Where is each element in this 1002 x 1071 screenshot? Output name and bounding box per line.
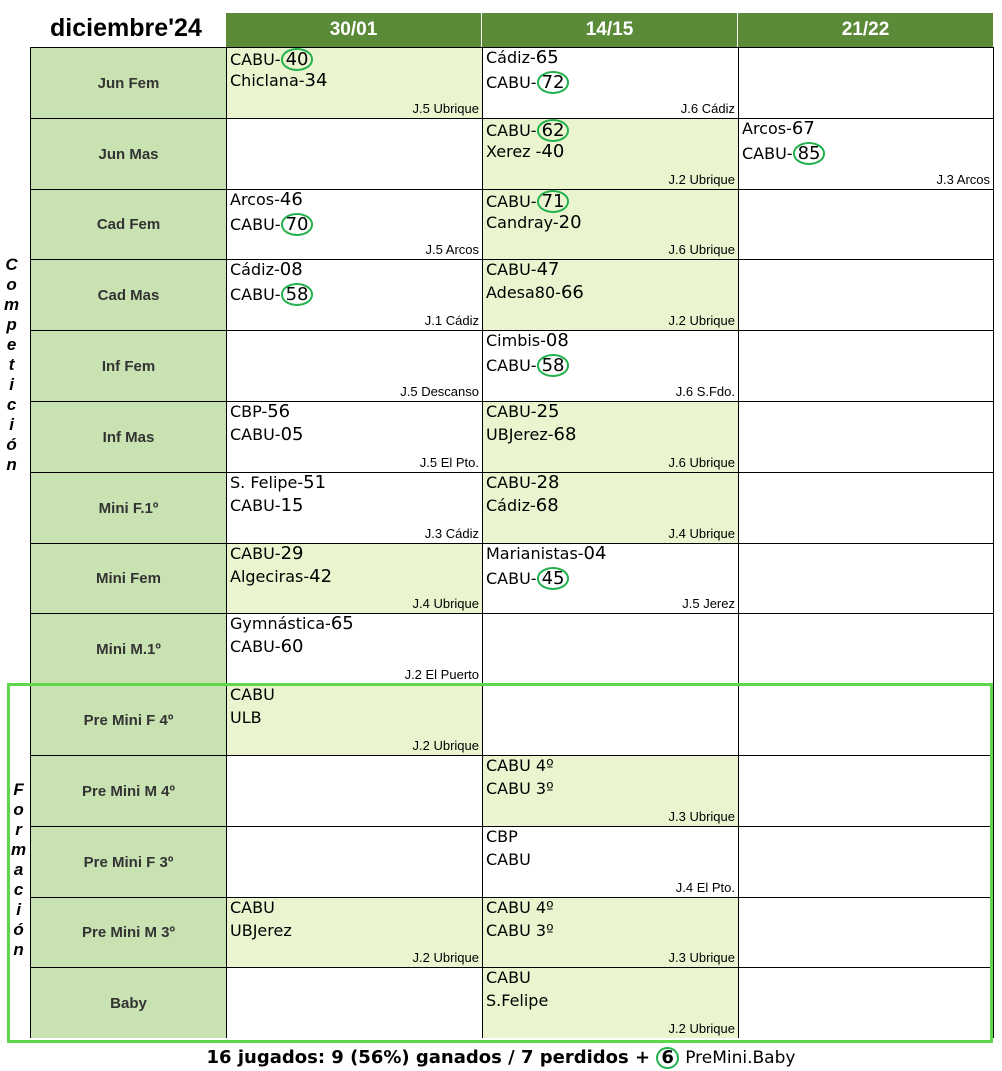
team-score: 42 xyxy=(309,566,333,587)
section-letter: m xyxy=(11,840,27,859)
winning-score: 45 xyxy=(537,567,570,590)
section-letter: c xyxy=(6,395,17,414)
team-name: Cádiz- xyxy=(486,496,536,515)
team-score: 56 xyxy=(267,401,291,422)
winning-score: 62 xyxy=(537,119,570,142)
section-letter: o xyxy=(6,275,17,294)
team-line xyxy=(486,213,582,233)
team-score: 66 xyxy=(560,282,584,303)
team-name: CABU- xyxy=(230,637,281,656)
team-name: CABU- xyxy=(486,569,537,588)
team-line xyxy=(486,921,554,941)
team-name: Chiclana- xyxy=(230,71,305,90)
matchday-venue: J.2 Ubrique xyxy=(668,172,735,187)
matchday-venue: J.2 El Puerto xyxy=(404,667,479,682)
month-title: diciembre'24 xyxy=(50,14,202,42)
team-name: Arcos- xyxy=(230,190,280,209)
match-cell xyxy=(482,189,738,259)
matchday-venue: J.6 Cádiz xyxy=(680,101,735,116)
team-score: 60 xyxy=(280,636,304,657)
category-label: Cad Mas xyxy=(30,259,226,330)
match-cell xyxy=(482,259,738,330)
results-summary xyxy=(0,1047,1002,1069)
section-letter: C xyxy=(5,255,18,274)
category-label: Pre Mini M 3º xyxy=(30,897,226,967)
match-cell xyxy=(226,47,482,118)
team-line xyxy=(486,898,554,918)
section-letter: m xyxy=(4,295,20,314)
team-name: CABU xyxy=(486,968,531,987)
section-letter: e xyxy=(6,335,17,354)
match-cell xyxy=(482,826,738,897)
match-cell xyxy=(738,189,994,259)
team-line xyxy=(486,425,576,445)
match-cell xyxy=(738,967,994,1038)
team-line xyxy=(486,48,559,68)
winning-score: 72 xyxy=(537,71,570,94)
category-label: Mini F.1º xyxy=(30,472,226,543)
team-name: CABU- xyxy=(486,121,537,140)
match-cell xyxy=(738,259,994,330)
team-line xyxy=(230,48,313,71)
team-name: CABU 4º xyxy=(486,756,554,775)
winning-score: 40 xyxy=(281,48,314,71)
team-name: UBJerez xyxy=(230,921,292,940)
team-name: CABU- xyxy=(486,356,537,375)
section-letter: p xyxy=(6,315,17,334)
match-cell xyxy=(738,826,994,897)
matchday-venue: J.5 El Pto. xyxy=(419,455,479,470)
team-score: 08 xyxy=(279,259,303,280)
section-letter: i xyxy=(9,415,14,434)
team-score: 25 xyxy=(536,401,560,422)
match-cell xyxy=(482,401,738,472)
match-cell xyxy=(482,755,738,826)
team-name: S. Felipe- xyxy=(230,473,304,492)
team-line xyxy=(230,544,303,564)
team-line xyxy=(230,402,290,422)
match-cell xyxy=(482,118,738,189)
match-cell xyxy=(482,47,738,118)
team-name: CABU 3º xyxy=(486,921,554,940)
team-line xyxy=(486,260,559,280)
team-name: UBJerez- xyxy=(486,425,554,444)
match-cell xyxy=(738,897,994,967)
match-cell xyxy=(738,613,994,684)
matchday-venue: J.5 Ubrique xyxy=(412,101,479,116)
category-label: Pre Mini F 4º xyxy=(30,684,226,755)
matchday-venue: J.4 El Pto. xyxy=(675,880,735,895)
section-letter: ó xyxy=(6,435,17,454)
winning-score: 85 xyxy=(793,142,826,165)
category-label: Pre Mini F 3º xyxy=(30,826,226,897)
matchday-venue: J.3 Ubrique xyxy=(668,809,735,824)
section-letter: r xyxy=(15,820,22,839)
team-line xyxy=(230,637,303,657)
match-cell xyxy=(226,259,482,330)
matchday-venue: J.3 Arcos xyxy=(936,172,990,187)
matchday-venue: J.3 Ubrique xyxy=(668,950,735,965)
matchday-venue: J.6 S.Fdo. xyxy=(675,384,735,399)
section-letter: n xyxy=(6,455,17,474)
team-name: Cádiz- xyxy=(486,48,536,67)
match-cell xyxy=(738,472,994,543)
team-name: Gymnástica- xyxy=(230,614,331,633)
team-name: CABU- xyxy=(486,260,537,279)
team-name: CABU- xyxy=(486,473,537,492)
team-score: 46 xyxy=(279,189,303,210)
match-cell xyxy=(482,543,738,613)
team-name: CABU xyxy=(230,898,275,917)
team-score: 51 xyxy=(303,472,327,493)
category-label: Pre Mini M 4º xyxy=(30,755,226,826)
team-name: CABU 4º xyxy=(486,898,554,917)
summary-text: 16 jugados: 9 (56%) ganados / 7 perdidos + xyxy=(206,1047,651,1068)
team-line xyxy=(486,567,569,590)
match-cell xyxy=(482,613,738,684)
match-cell xyxy=(482,684,738,755)
team-line xyxy=(486,779,554,799)
team-line xyxy=(486,354,569,377)
category-label: Inf Fem xyxy=(30,330,226,401)
category-label: Jun Fem xyxy=(30,47,226,118)
matchday-venue: J.2 Ubrique xyxy=(668,313,735,328)
match-cell xyxy=(738,684,994,755)
winning-score: 71 xyxy=(537,190,570,213)
team-line xyxy=(230,260,303,280)
winning-score: 70 xyxy=(281,213,314,236)
team-name: CABU 3º xyxy=(486,779,554,798)
team-score: 68 xyxy=(535,495,559,516)
section-letter: F xyxy=(13,780,24,799)
team-line xyxy=(230,708,262,728)
team-line xyxy=(742,119,815,139)
match-cell xyxy=(482,967,738,1038)
team-line xyxy=(486,827,518,847)
team-line xyxy=(230,898,275,918)
team-name: CABU- xyxy=(230,544,281,563)
team-line xyxy=(230,283,313,306)
team-name: Marianistas- xyxy=(486,544,584,563)
team-line xyxy=(230,567,332,587)
category-label: Mini Fem xyxy=(30,543,226,613)
team-score: 28 xyxy=(536,472,560,493)
team-score: 47 xyxy=(536,259,560,280)
section-letter: t xyxy=(8,355,15,374)
match-cell xyxy=(226,684,482,755)
category-label: Inf Mas xyxy=(30,401,226,472)
team-line xyxy=(486,496,559,516)
team-name: Cimbis- xyxy=(486,331,546,350)
team-line xyxy=(230,71,327,91)
category-label: Cad Fem xyxy=(30,189,226,259)
team-line xyxy=(230,425,303,445)
team-line xyxy=(230,496,303,516)
team-line xyxy=(486,119,569,142)
match-cell xyxy=(226,118,482,189)
team-line xyxy=(230,921,292,941)
match-cell xyxy=(226,472,482,543)
team-name: CABU- xyxy=(486,73,537,92)
matchday-venue: J.1 Cádiz xyxy=(424,313,479,328)
premini-count: 6 xyxy=(656,1047,679,1069)
team-line xyxy=(486,142,564,162)
match-cell xyxy=(482,330,738,401)
section-letter: c xyxy=(13,880,24,899)
category-label: Mini M.1º xyxy=(30,613,226,684)
team-line xyxy=(486,756,554,776)
matchday-venue: J.4 Ubrique xyxy=(412,596,479,611)
team-score: 68 xyxy=(553,424,577,445)
section-letter: i xyxy=(16,900,21,919)
team-score: 29 xyxy=(280,543,304,564)
team-line xyxy=(230,190,303,210)
matchday-venue: J.6 Ubrique xyxy=(668,455,735,470)
match-cell xyxy=(226,613,482,684)
team-name: Candray- xyxy=(486,213,559,232)
team-line xyxy=(742,142,825,165)
team-name: CABU- xyxy=(486,192,537,211)
match-cell xyxy=(226,826,482,897)
team-line xyxy=(230,614,354,634)
team-name: Adesa80- xyxy=(486,283,561,302)
match-cell xyxy=(226,330,482,401)
team-line xyxy=(486,850,531,870)
team-name: CABU xyxy=(486,850,531,869)
match-cell xyxy=(738,47,994,118)
team-score: 20 xyxy=(558,212,582,233)
match-cell xyxy=(226,897,482,967)
team-score: 65 xyxy=(535,47,559,68)
team-line xyxy=(486,331,569,351)
section-label-formacion xyxy=(11,780,26,960)
team-name: ULB xyxy=(230,708,262,727)
matchday-venue: J.4 Ubrique xyxy=(668,526,735,541)
match-cell xyxy=(738,330,994,401)
match-cell xyxy=(738,118,994,189)
team-score: 15 xyxy=(280,495,304,516)
section-letter: o xyxy=(13,800,24,819)
team-score: 67 xyxy=(791,118,815,139)
match-cell xyxy=(738,755,994,826)
section-letter: i xyxy=(9,375,14,394)
team-score: 05 xyxy=(280,424,304,445)
team-name: CBP xyxy=(486,827,518,846)
match-cell xyxy=(482,897,738,967)
team-name: Algeciras- xyxy=(230,567,310,586)
team-name: CABU- xyxy=(230,285,281,304)
matchday-venue: J.2 Ubrique xyxy=(668,1021,735,1036)
team-line xyxy=(230,685,275,705)
team-name: CABU- xyxy=(230,215,281,234)
team-name: CABU xyxy=(230,685,275,704)
category-label: Jun Mas xyxy=(30,118,226,189)
match-cell xyxy=(738,401,994,472)
team-name: CABU- xyxy=(230,425,281,444)
match-cell xyxy=(482,472,738,543)
premini-label: PreMini.Baby xyxy=(685,1048,796,1068)
matchday-venue: J.5 Jerez xyxy=(682,596,735,611)
team-name: Arcos- xyxy=(742,119,792,138)
team-name: S.Felipe xyxy=(486,991,549,1010)
team-line xyxy=(486,283,584,303)
matchday-venue: J.2 Ubrique xyxy=(412,950,479,965)
section-letter: a xyxy=(13,860,24,879)
matchday-venue: J.6 Ubrique xyxy=(668,242,735,257)
team-score: 65 xyxy=(330,613,354,634)
team-line xyxy=(486,402,559,422)
matchday-venue: J.3 Cádiz xyxy=(424,526,479,541)
match-cell xyxy=(226,755,482,826)
team-line xyxy=(486,968,531,988)
team-line xyxy=(486,544,606,564)
match-cell xyxy=(738,543,994,613)
section-letter: n xyxy=(13,940,24,959)
date-header: 30/01 xyxy=(226,13,482,47)
team-line xyxy=(486,71,569,94)
team-score: 34 xyxy=(304,70,328,91)
matchday-venue: J.5 Descanso xyxy=(400,384,479,399)
team-name: CBP- xyxy=(230,402,268,421)
match-cell xyxy=(226,543,482,613)
team-line xyxy=(486,473,559,493)
team-name: CABU- xyxy=(230,496,281,515)
winning-score: 58 xyxy=(537,354,570,377)
team-name: Cádiz- xyxy=(230,260,280,279)
team-score: 40 xyxy=(541,141,565,162)
category-label: Baby xyxy=(30,967,226,1038)
team-line xyxy=(230,473,326,493)
team-name: CABU- xyxy=(230,50,281,69)
team-line xyxy=(486,190,569,213)
team-name: Xerez - xyxy=(486,142,542,161)
winning-score: 58 xyxy=(281,283,314,306)
team-score: 08 xyxy=(545,330,569,351)
team-score: 04 xyxy=(583,543,607,564)
section-label-competicion xyxy=(4,255,19,475)
match-cell xyxy=(226,401,482,472)
date-header: 14/15 xyxy=(482,13,738,47)
matchday-venue: J.5 Arcos xyxy=(425,242,479,257)
team-line xyxy=(230,213,313,236)
match-cell xyxy=(226,189,482,259)
match-cell xyxy=(226,967,482,1038)
section-letter: ó xyxy=(13,920,24,939)
date-header: 21/22 xyxy=(738,13,994,47)
matchday-venue: J.2 Ubrique xyxy=(412,738,479,753)
team-line xyxy=(486,991,548,1011)
team-name: CABU- xyxy=(486,402,537,421)
team-name: CABU- xyxy=(742,144,793,163)
